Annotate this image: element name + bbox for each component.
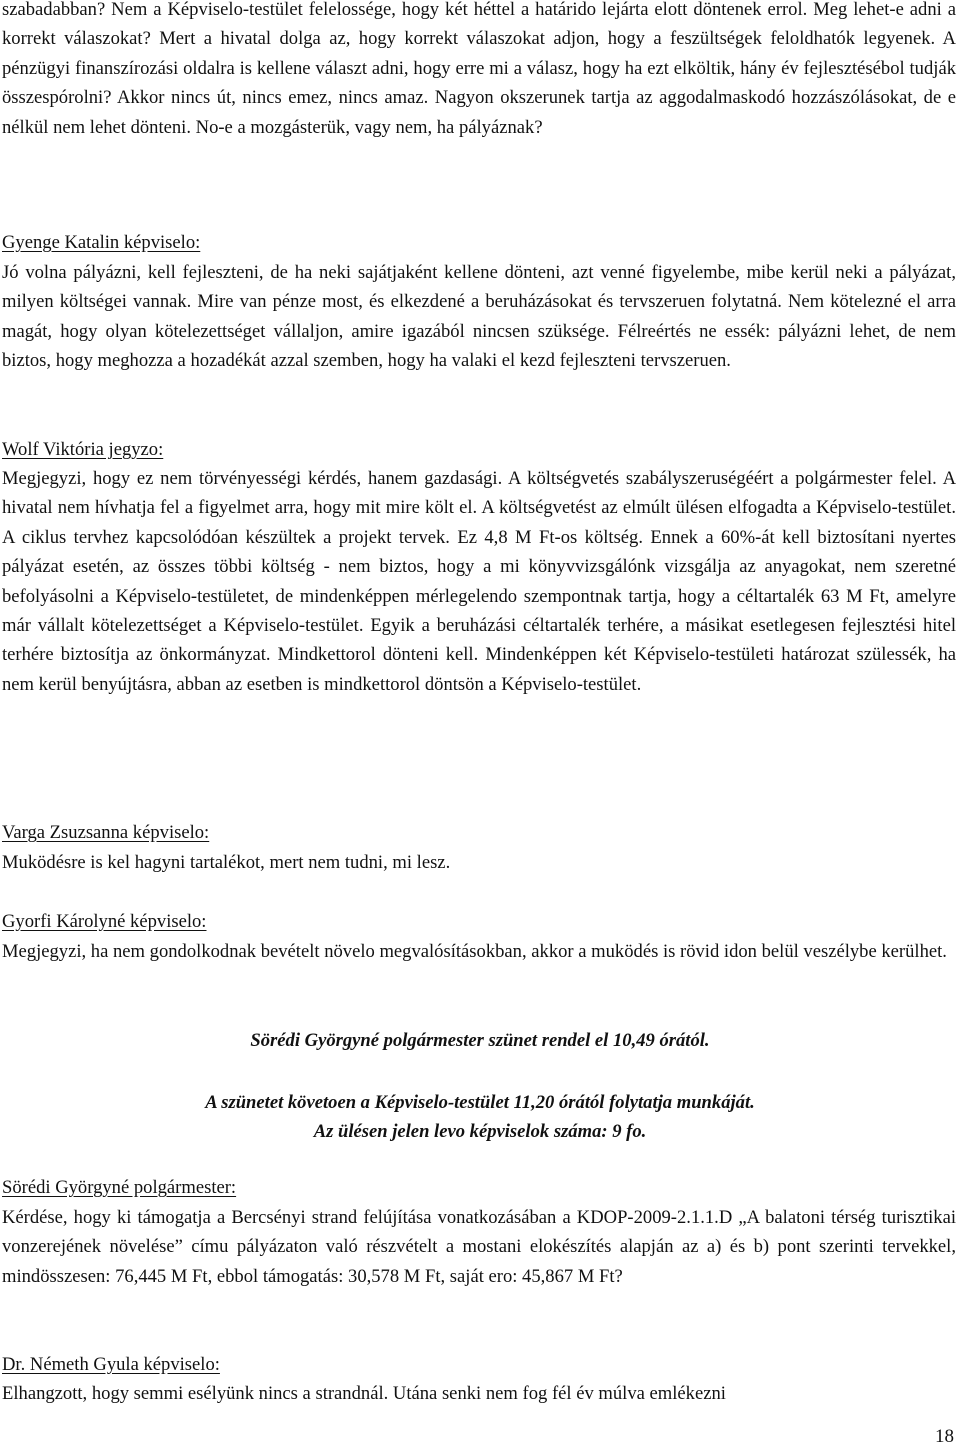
page-number: 18 bbox=[935, 1426, 954, 1447]
speaker-heading-nemeth: Dr. Németh Gyula képviselo: bbox=[2, 1354, 220, 1375]
statement-wolf: Megjegyzi, hogy ez nem törvényességi kérdés, hanem gazdasági. A költségvetés szabályszeruségéért a polgármester felel. A hivatal nem hívhatja fel a figyelmet arra, hogy mit mire költ el. A költségvetést az elmúlt ülésen elfogadta a Képviselo-testület. A ciklus tervhez kapcsolódóan készültek a projekt tervek. Ez 4,8 M Ft-os költség. Ennek a 60%-át kell biztosítani nyertes pályázat esetén, az összes többi költség - nem biztos, hogy a mi könyvvizsgálónk vizsgálja az anyagokat, nem szeretné befolyásolni a Képviselo-testületet, de mindenképpen mérlegelendo szempontnak tartja, hogy a céltartalék 63 M Ft, amelyre már vállalt kötelezettséget a Képviselo-testület. Egyik a beruházási céltartalék terhére, a másikat esetlegesen fejlesztési hitel terhére biztosítja az önkormányzat. Mindkettorol dönteni kell. Mindenképpen két Képviselo-testületi határozat szülessék, ha nem kerül benyújtásra, abban az esetben is mindkettorol döntsön a Képviselo-testület. bbox=[2, 468, 956, 695]
statement-gyorfi: Megjegyzi, ha nem gondolkodnak bevételt növelo megvalósításokban, akkor a muködés is rövid idon belül veszélybe kerülhet. bbox=[2, 941, 947, 962]
speaker-heading-gyorfi: Gyorfi Károlyné képviselo: bbox=[2, 911, 207, 932]
resume-notice-line-2: Az ülésen jelen levo képviselok száma: 9 fo. bbox=[313, 1121, 647, 1142]
statement-varga: Muködésre is kel hagyni tartalékot, mert nem tudni, mi lesz. bbox=[2, 852, 451, 873]
speaker-heading-soredi: Sörédi Györgyné polgármester: bbox=[2, 1177, 237, 1198]
statement-nemeth: Elhangzott, hogy semmi esélyünk nincs a strandnál. Utána senki nem fog fél év múlva emlékezni bbox=[2, 1383, 726, 1404]
speaker-heading-wolf: Wolf Viktória jegyzo: bbox=[2, 439, 164, 460]
resume-notice-line-1: A szünetet követoen a Képviselo-testület 11,20 órától folytatja munkáját. bbox=[205, 1092, 755, 1113]
opening-paragraph: szabadabban? Nem a Képviselo-testület felelossége, hogy két héttel a határido lejárta elott döntenek errol. Meg lehet-e adni a korrekt válaszokat? Mert a hivatal dolga az, hogy korrekt válaszokat adjon, hogy a feszültségek feloldhatók legyenek. A pénzügyi finanszírozási oldalra is kellene választ adni, hogy erre mi a válasz, hogy ha ezt elköltik, hány év fejlesztésébol tudják összespórolni? Akkor nincs út, nincs emez, nincs amaz. Nagyon okszerunek tartja az aggodalmaskodó hozzászólásokat, de e nélkül nem lehet dönteni. No-e a mozgásterük, vagy nem, ha pályáznak? bbox=[2, 0, 956, 138]
statement-gyenge: Jó volna pályázni, kell fejleszteni, de ha neki sajátjaként kellene dönteni, azt venné figyelembe, mibe kerül neki a pályázat, milyen költségei vannak. Mire van pénze most, és elkezdené a beruházásokat és tervszeruen folytatná. Nem kötelezné el arra magát, hogy olyan kötelezettséget vállaljon, amire igazából nincsen szüksége. Félreértés ne essék: pályázni lehet, de nem biztos, hogy meghozza a hozadékát azzal szemben, hogy ha valaki el kezd fejleszteni tervszeruen. bbox=[2, 262, 956, 372]
speaker-heading-gyenge: Gyenge Katalin képviselo: bbox=[2, 232, 201, 253]
speaker-heading-varga: Varga Zsuzsanna képviselo: bbox=[2, 822, 210, 843]
statement-soredi: Kérdése, hogy ki támogatja a Bercsényi strand felújítása vonatkozásában a KDOP-2009-2.1.1.D „A balatoni térség turisztikai vonzerejének növelése” címu pályázaton való részvételt a mostani elokészítés alapján az a) és b) pont szerinti tervekkel, mindösszesen: 76,445 M Ft, ebbol támogatás: 30,578 M Ft, saját ero: 45,867 M Ft? bbox=[2, 1207, 956, 1287]
break-notice: Sörédi Györgyné polgármester szünet rendel el 10,49 órától. bbox=[250, 1030, 710, 1051]
